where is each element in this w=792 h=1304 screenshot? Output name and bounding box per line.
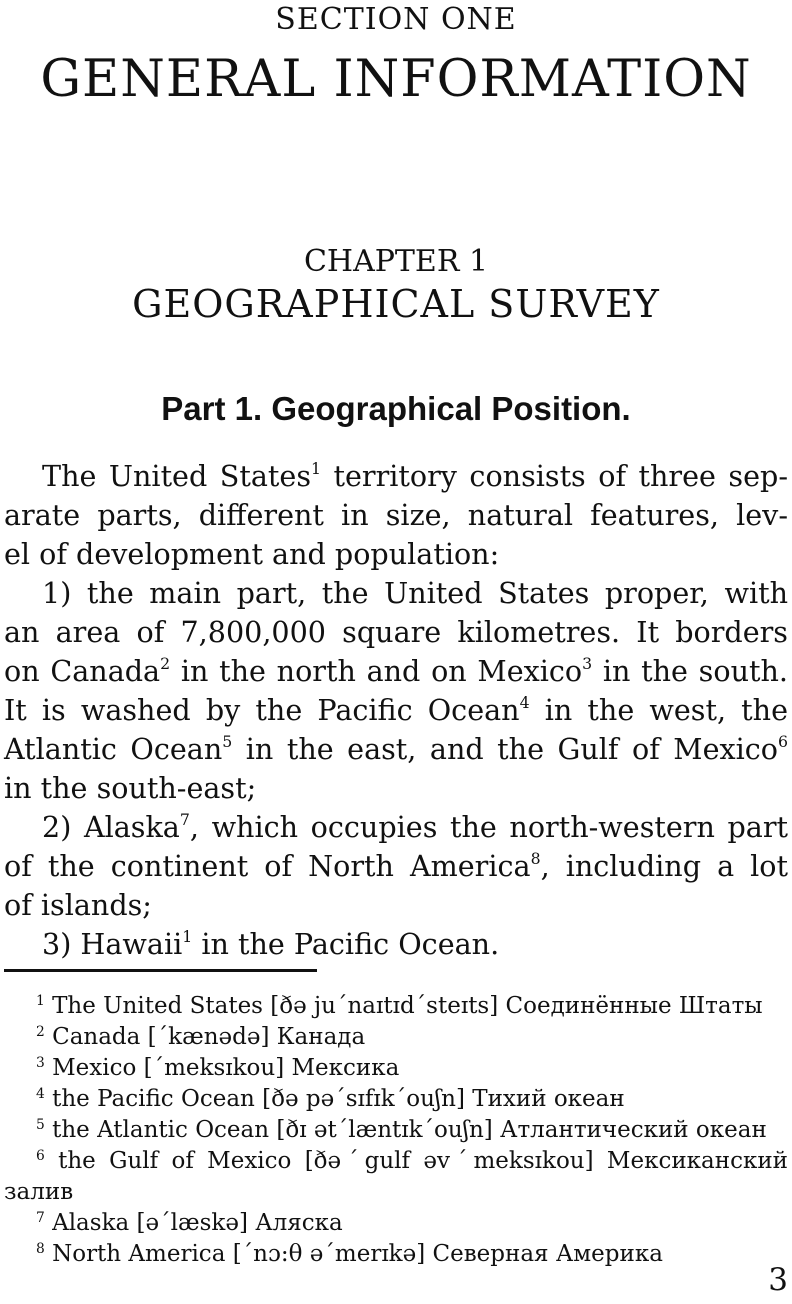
part-title: Part 1. Geographical Position. bbox=[161, 390, 631, 427]
chapter-label: CHAPTER 1 bbox=[303, 244, 489, 279]
footnote-ref: 5 bbox=[222, 732, 233, 752]
page-number: 3 bbox=[768, 1262, 788, 1298]
footnote-ref: 3 bbox=[582, 654, 593, 674]
footnote: $^5$ the Atlantic Ocean [ðɪ ətˊlæntɪkˊouʃn] Атлантический океан bbox=[36, 1116, 767, 1143]
footnote: $^7$ Alaska [əˊlæskə] Аляска bbox=[36, 1209, 343, 1236]
footnote-continuation: залив bbox=[4, 1179, 74, 1205]
footnote-ref: 1 bbox=[182, 927, 193, 947]
footnote: $^6$ the Gulf of Mexico [ðəˊgulf əvˊmeksɪkou] Мексиканский bbox=[36, 1147, 788, 1174]
body-line: on Canada$^2$ in the north and on Mexico$^3$ in the south. bbox=[4, 654, 788, 688]
body-line: 1) the main part, the United States proper, with bbox=[42, 576, 788, 610]
body-line: in the south-east; bbox=[4, 771, 257, 805]
footnote-ref: 6 bbox=[778, 732, 789, 752]
footnote-ref: 7 bbox=[179, 810, 190, 830]
footnote: $^3$ Mexico [ˊmeksɪkou] Мексика bbox=[36, 1054, 400, 1081]
body-line: It is washed by the Pacific Ocean$^4$ in the west, the bbox=[4, 693, 788, 727]
footnote-ref: 2 bbox=[160, 654, 171, 674]
footnote-ref: 8 bbox=[530, 849, 541, 869]
body-line: arate parts, different in size, natural features, lev- bbox=[4, 498, 788, 532]
body-line: an area of 7,800,000 square kilometres. It borders bbox=[4, 615, 788, 649]
body-line: of islands; bbox=[4, 888, 152, 922]
footnote: $^1$ The United States [ðə juˊnaɪtɪdˊsteɪts] Соединённые Штаты bbox=[36, 992, 763, 1019]
body-line: of the continent of North America$^8$, including a lot bbox=[4, 849, 789, 883]
body-line: 2) Alaska$^7$, which occupies the north-western part bbox=[42, 810, 788, 844]
body-line: The United States$^1$ territory consists of three sep- bbox=[42, 459, 788, 493]
footnote-ref: 4 bbox=[519, 693, 530, 713]
section-title: GENERAL INFORMATION bbox=[40, 50, 752, 109]
body-line: 3) Hawaii$^1$ in the Pacific Ocean. bbox=[42, 927, 500, 961]
section-label: SECTION ONE bbox=[275, 2, 517, 37]
footnote: $^8$ North America [ˊnɔ:θ əˊmerɪkə] Северная Америка bbox=[36, 1240, 663, 1267]
footnote-ref: 1 bbox=[311, 459, 322, 479]
footnote-divider bbox=[4, 969, 317, 972]
footnote: $^2$ Canada [ˊkænədə] Канада bbox=[36, 1023, 366, 1050]
body-line: Atlantic Ocean$^5$ in the east, and the Gulf of Mexico$^6$ bbox=[4, 732, 789, 766]
footnote: $^4$ the Pacific Ocean [ðə pəˊsɪfɪkˊouʃn] Тихий океан bbox=[36, 1085, 625, 1112]
body-line: el of development and population: bbox=[4, 537, 500, 571]
chapter-title: GEOGRAPHICAL SURVEY bbox=[132, 282, 660, 326]
